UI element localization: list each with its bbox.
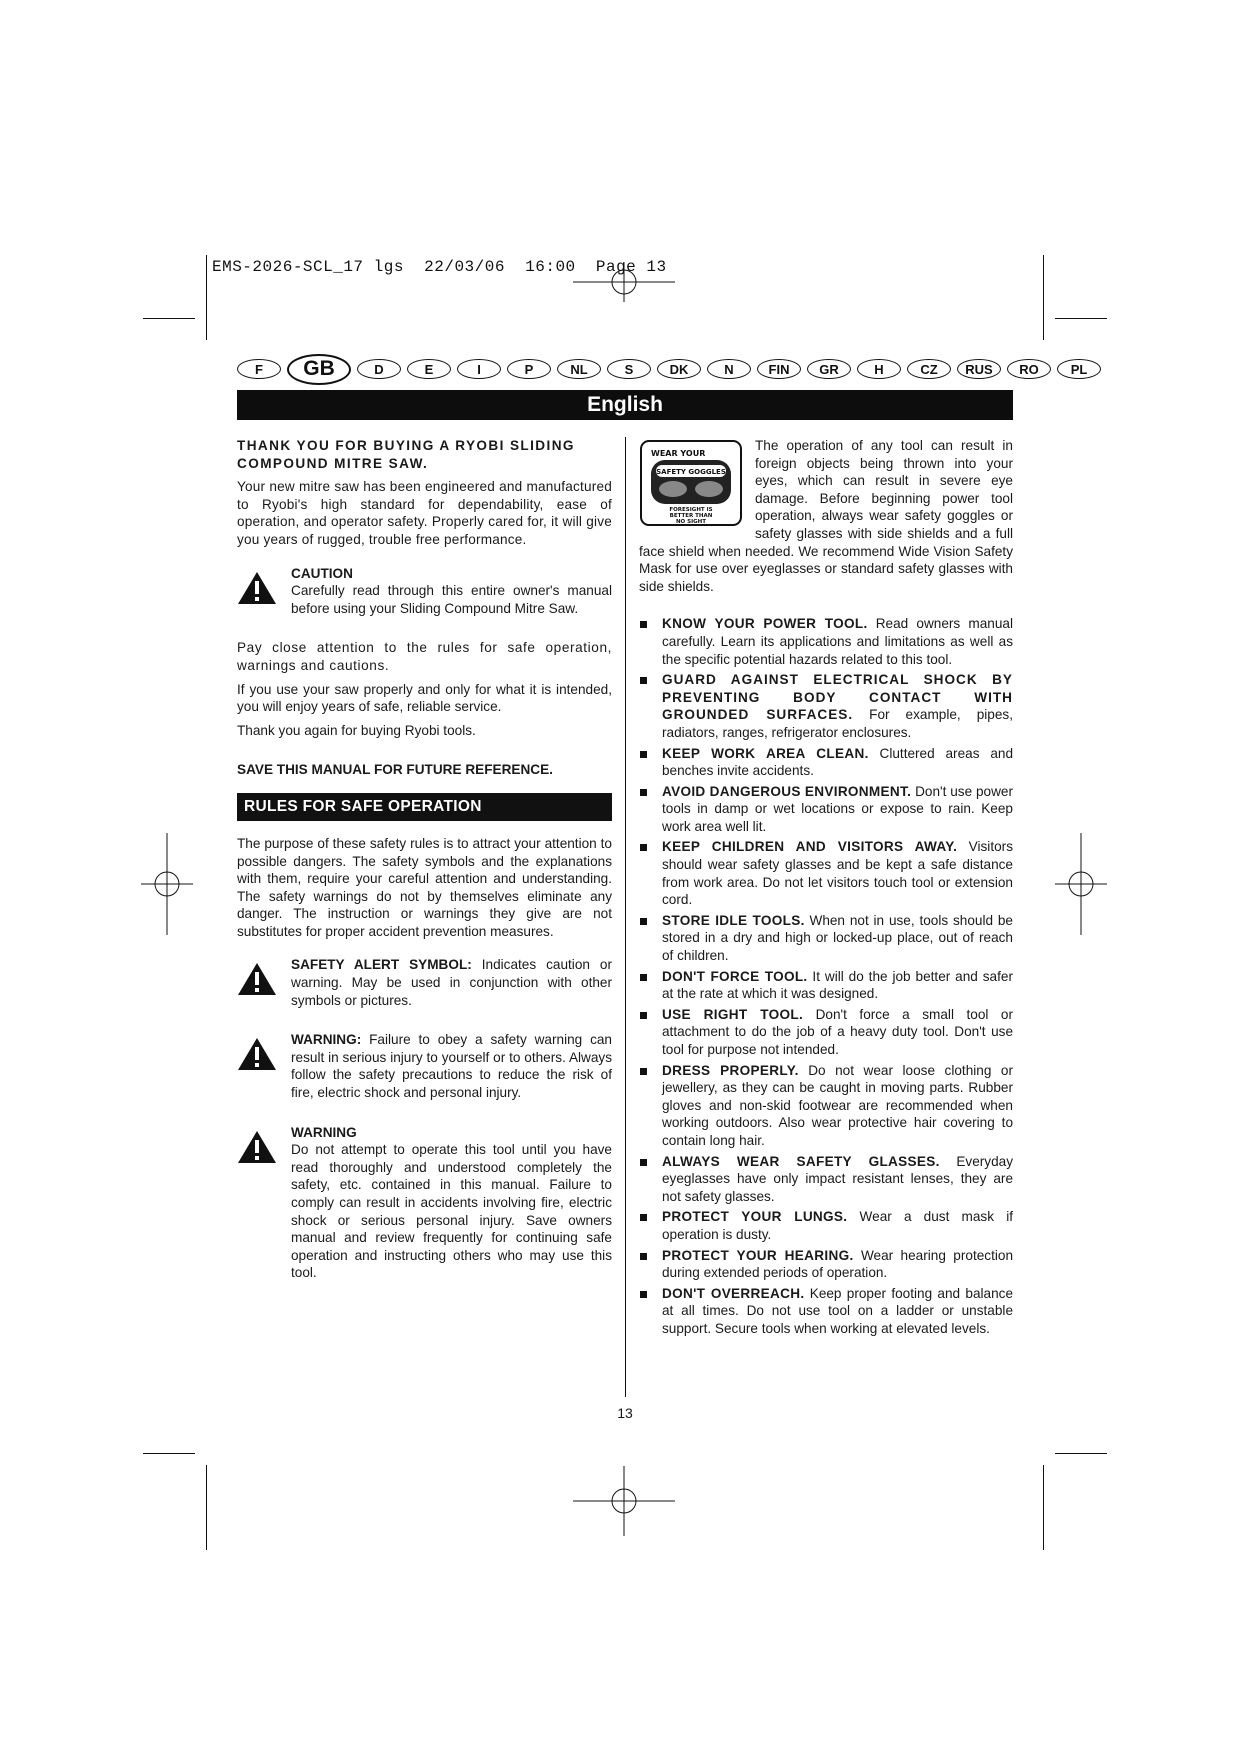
lang-tab-s[interactable]: S — [607, 359, 651, 379]
safety-alert-text: Indicates caution or warning. May be used in conjunction with other symbols or pictures. — [291, 957, 612, 1008]
goggles-text: The operation of any tool can result in foreign objects being thrown into your eyes, which can result in severe eye damage. Before beginning power tool operation, always wear safety goggles or safety glasses with side shields and a full face shield when needed. We recommend Wide Vision Safety Mask for use over eyeglasses or standard safety glasses with side shields. — [639, 438, 1013, 594]
rule-text: Wear hearing protection during extended periods of operation. — [662, 1247, 1014, 1281]
crop-mark — [206, 255, 207, 340]
crop-mark — [1043, 255, 1044, 340]
rule-title: KNOW YOUR POWER TOOL. — [662, 616, 868, 632]
list-item — [639, 745, 1013, 780]
bullet-icon — [640, 918, 647, 925]
warning-triangle-icon — [237, 1130, 281, 1164]
lang-tab-cz[interactable]: CZ — [907, 359, 951, 379]
list-item — [639, 1153, 1013, 1206]
intro-title: THANK YOU FOR BUYING A RYOBI SLIDING COMPOUND MITRE SAW. — [237, 438, 575, 471]
registration-mark-left — [141, 833, 193, 935]
rule-text: It will do the job better and safer at the rate at which it was designed. — [662, 968, 1013, 1002]
crop-mark — [1055, 318, 1107, 319]
save-manual-notice: SAVE THIS MANUAL FOR FUTURE REFERENCE. — [237, 762, 553, 778]
print-slug: EMS-2026-SCL_17 lgs 22/03/06 16:00 Page 13 — [212, 258, 667, 276]
right-column — [639, 437, 1013, 1341]
left-column — [237, 437, 612, 1304]
rule-text: When not in use, tools should be stored in a dry and high or locked-up place, out of reach of children. — [662, 912, 1013, 964]
warning-text: Failure to obey a safety warning can result in serious injury to yourself or to others. Always follow the safety precautions to reduce the risk of fire, electric shock and personal injury. — [291, 1032, 612, 1101]
lang-tab-dk[interactable]: DK — [657, 359, 701, 379]
rule-text: For example, pipes, radiators, ranges, refrigerator enclosures. — [662, 707, 1013, 740]
list-item — [639, 671, 1013, 741]
warning-operate-text: Do not attempt to operate this tool until you have read thoroughly and understood completely the safety, etc. contained in this manual. Failure to comply can result in accidents involving fire, electric shock or serious personal injury. Save owners manual and review frequently for continuing safe operation and instructing others who may use this tool. — [291, 1142, 612, 1281]
list-item — [639, 968, 1013, 1003]
rule-title: AVOID DANGEROUS ENVIRONMENT. — [662, 783, 912, 799]
warning-note — [237, 1031, 612, 1101]
bullet-icon — [640, 1214, 647, 1221]
rule-title: PROTECT YOUR LUNGS. — [662, 1209, 848, 1225]
rule-text: Read owners manual carefully. Learn its applications and limitations as well as the specific potential hazards related to this tool. — [662, 616, 1013, 667]
safety-goggles-icon — [639, 439, 743, 527]
rule-title: PROTECT YOUR HEARING. — [662, 1247, 854, 1263]
warning-triangle-icon — [237, 1037, 281, 1071]
svg-text:NO SIGHT: NO SIGHT — [675, 519, 707, 525]
crop-mark — [1043, 1465, 1044, 1550]
lang-tab-gb[interactable]: GB — [287, 354, 351, 385]
svg-text:SAFETY GOGGLES: SAFETY GOGGLES — [656, 468, 726, 476]
list-item — [639, 1247, 1013, 1282]
rule-title: USE RIGHT TOOL. — [662, 1006, 804, 1022]
rule-title: STORE IDLE TOOLS. — [662, 912, 805, 928]
rule-title: DON'T OVERREACH. — [662, 1285, 805, 1301]
language-selector — [237, 354, 1088, 384]
attention-paragraph: Pay close attention to the rules for safe operation, warnings and cautions. — [237, 640, 612, 673]
lang-tab-e[interactable]: E — [407, 359, 451, 379]
list-item — [639, 615, 1013, 668]
list-item — [639, 1006, 1013, 1059]
lang-tab-pl[interactable]: PL — [1057, 359, 1101, 379]
rule-text: Don't use power tools in damp or wet locations or expose to rain. Keep work area well lit. — [662, 783, 1013, 834]
bullet-icon — [640, 677, 647, 684]
goggles-paragraph — [639, 437, 1013, 595]
rule-title: DON'T FORCE TOOL. — [662, 968, 808, 984]
column-divider — [625, 437, 626, 1397]
rule-title: GUARD AGAINST ELECTRICAL SHOCK BY PREVENTING BODY CONTACT WITH GROUNDED SURFACES. — [662, 672, 1013, 723]
caution-text: Carefully read through this entire owner's manual before using your Sliding Compound Mitre Saw. — [291, 583, 612, 616]
caution-note — [237, 565, 612, 618]
lang-tab-h[interactable]: H — [857, 359, 901, 379]
thank-you-paragraph: Thank you again for buying Ryobi tools. — [237, 722, 476, 738]
rule-text: Keep proper footing and balance at all times. Do not use tool on a ladder or unstable support. Secure tools when working at elevated levels. — [662, 1285, 1014, 1336]
lang-tab-gr[interactable]: GR — [807, 359, 851, 379]
lang-tab-n[interactable]: N — [707, 359, 751, 379]
rule-title: ALWAYS WEAR SAFETY GLASSES. — [662, 1153, 940, 1169]
rule-title: KEEP CHILDREN AND VISITORS AWAY. — [662, 839, 958, 855]
crop-mark — [143, 1453, 195, 1454]
bullet-icon — [640, 1159, 647, 1166]
warning-operate-label: WARNING — [291, 1124, 357, 1140]
warning-label: WARNING: — [291, 1032, 362, 1048]
list-item — [639, 1285, 1013, 1338]
rule-text: Visitors should wear safety glasses and be kept a safe distance from work area. Do not let visitors touch tool or extension cord. — [662, 839, 1013, 908]
rules-intro: The purpose of these safety rules is to attract your attention to possible dangers. The safety symbols and the explanations with them, require your careful attention and understanding. The safety warnings do not by themselves eliminate any danger. The instruction or warnings they give are not substitutes for proper accident prevention measures. — [237, 835, 612, 939]
rule-text: Do not wear loose clothing or jewellery, as they can be caught in moving parts. Rubber gloves and non-skid footwear are recommended when working outdoors. Also wear protective hair covering to contain long hair. — [662, 1062, 1014, 1148]
bullet-icon — [640, 844, 647, 851]
rule-text: Everyday eyeglasses have only impact resistant lenses, they are not safety glasses. — [662, 1153, 1013, 1204]
bullet-icon — [640, 621, 647, 628]
bullet-icon — [640, 1253, 647, 1260]
rule-title: DRESS PROPERLY. — [662, 1062, 799, 1078]
safety-alert-note — [237, 956, 612, 1009]
list-item — [639, 783, 1013, 836]
svg-text:BETTER THAN: BETTER THAN — [669, 513, 713, 519]
lang-tab-p[interactable]: P — [507, 359, 551, 379]
crop-mark — [1055, 1453, 1107, 1454]
list-item — [639, 912, 1013, 965]
registration-mark-bottom — [573, 1466, 675, 1536]
list-item — [639, 1208, 1013, 1243]
list-item — [639, 838, 1013, 908]
language-banner: English — [237, 390, 1013, 420]
rule-text: Cluttered areas and benches invite accidents. — [662, 745, 1014, 779]
rule-text: Wear a dust mask if operation is dusty. — [662, 1209, 1013, 1242]
registration-mark-right — [1055, 833, 1107, 935]
bullet-icon — [640, 751, 647, 758]
lang-tab-fin[interactable]: FIN — [757, 359, 801, 379]
bullet-icon — [640, 789, 647, 796]
lang-tab-ro[interactable]: RO — [1007, 359, 1051, 379]
bullet-icon — [640, 974, 647, 981]
lang-tab-i[interactable]: I — [457, 359, 501, 379]
warning-operate-note — [237, 1124, 612, 1282]
rule-title: KEEP WORK AREA CLEAN. — [662, 745, 869, 761]
crop-mark — [143, 318, 195, 319]
bullet-icon — [640, 1291, 647, 1298]
intro-text: Your new mitre saw has been engineered and manufactured to Ryobi's high standard for dependability, ease of operation, and operator safety. Properly cared for, it will give you years of rugged, trouble free performance. — [237, 479, 612, 547]
rule-text: Don't force a small tool or attachment to do the job of a heavy duty tool. Don't use tool for purpose not intended. — [662, 1006, 1014, 1057]
page-number: 13 — [617, 1405, 633, 1421]
lang-tab-nl[interactable]: NL — [557, 359, 601, 379]
caution-label: CAUTION — [291, 565, 353, 581]
bullet-icon — [640, 1012, 647, 1019]
warning-triangle-icon — [237, 571, 281, 605]
lang-tab-rus[interactable]: RUS — [957, 359, 1001, 379]
svg-text:WEAR YOUR: WEAR YOUR — [651, 449, 706, 458]
bullet-icon — [640, 1068, 647, 1075]
warning-triangle-icon — [237, 962, 281, 996]
lang-tab-d[interactable]: D — [357, 359, 401, 379]
safety-rules-list — [639, 615, 1013, 1337]
svg-text:FORESIGHT IS: FORESIGHT IS — [669, 507, 713, 513]
rules-header: RULES FOR SAFE OPERATION — [237, 793, 612, 821]
list-item — [639, 1062, 1013, 1150]
safety-alert-label: SAFETY ALERT SYMBOL: — [291, 957, 472, 973]
crop-mark — [206, 1465, 207, 1550]
lang-tab-f[interactable]: F — [237, 359, 281, 379]
proper-use-paragraph: If you use your saw properly and only for what it is intended, you will enjoy years of safe, reliable service. — [237, 681, 612, 715]
